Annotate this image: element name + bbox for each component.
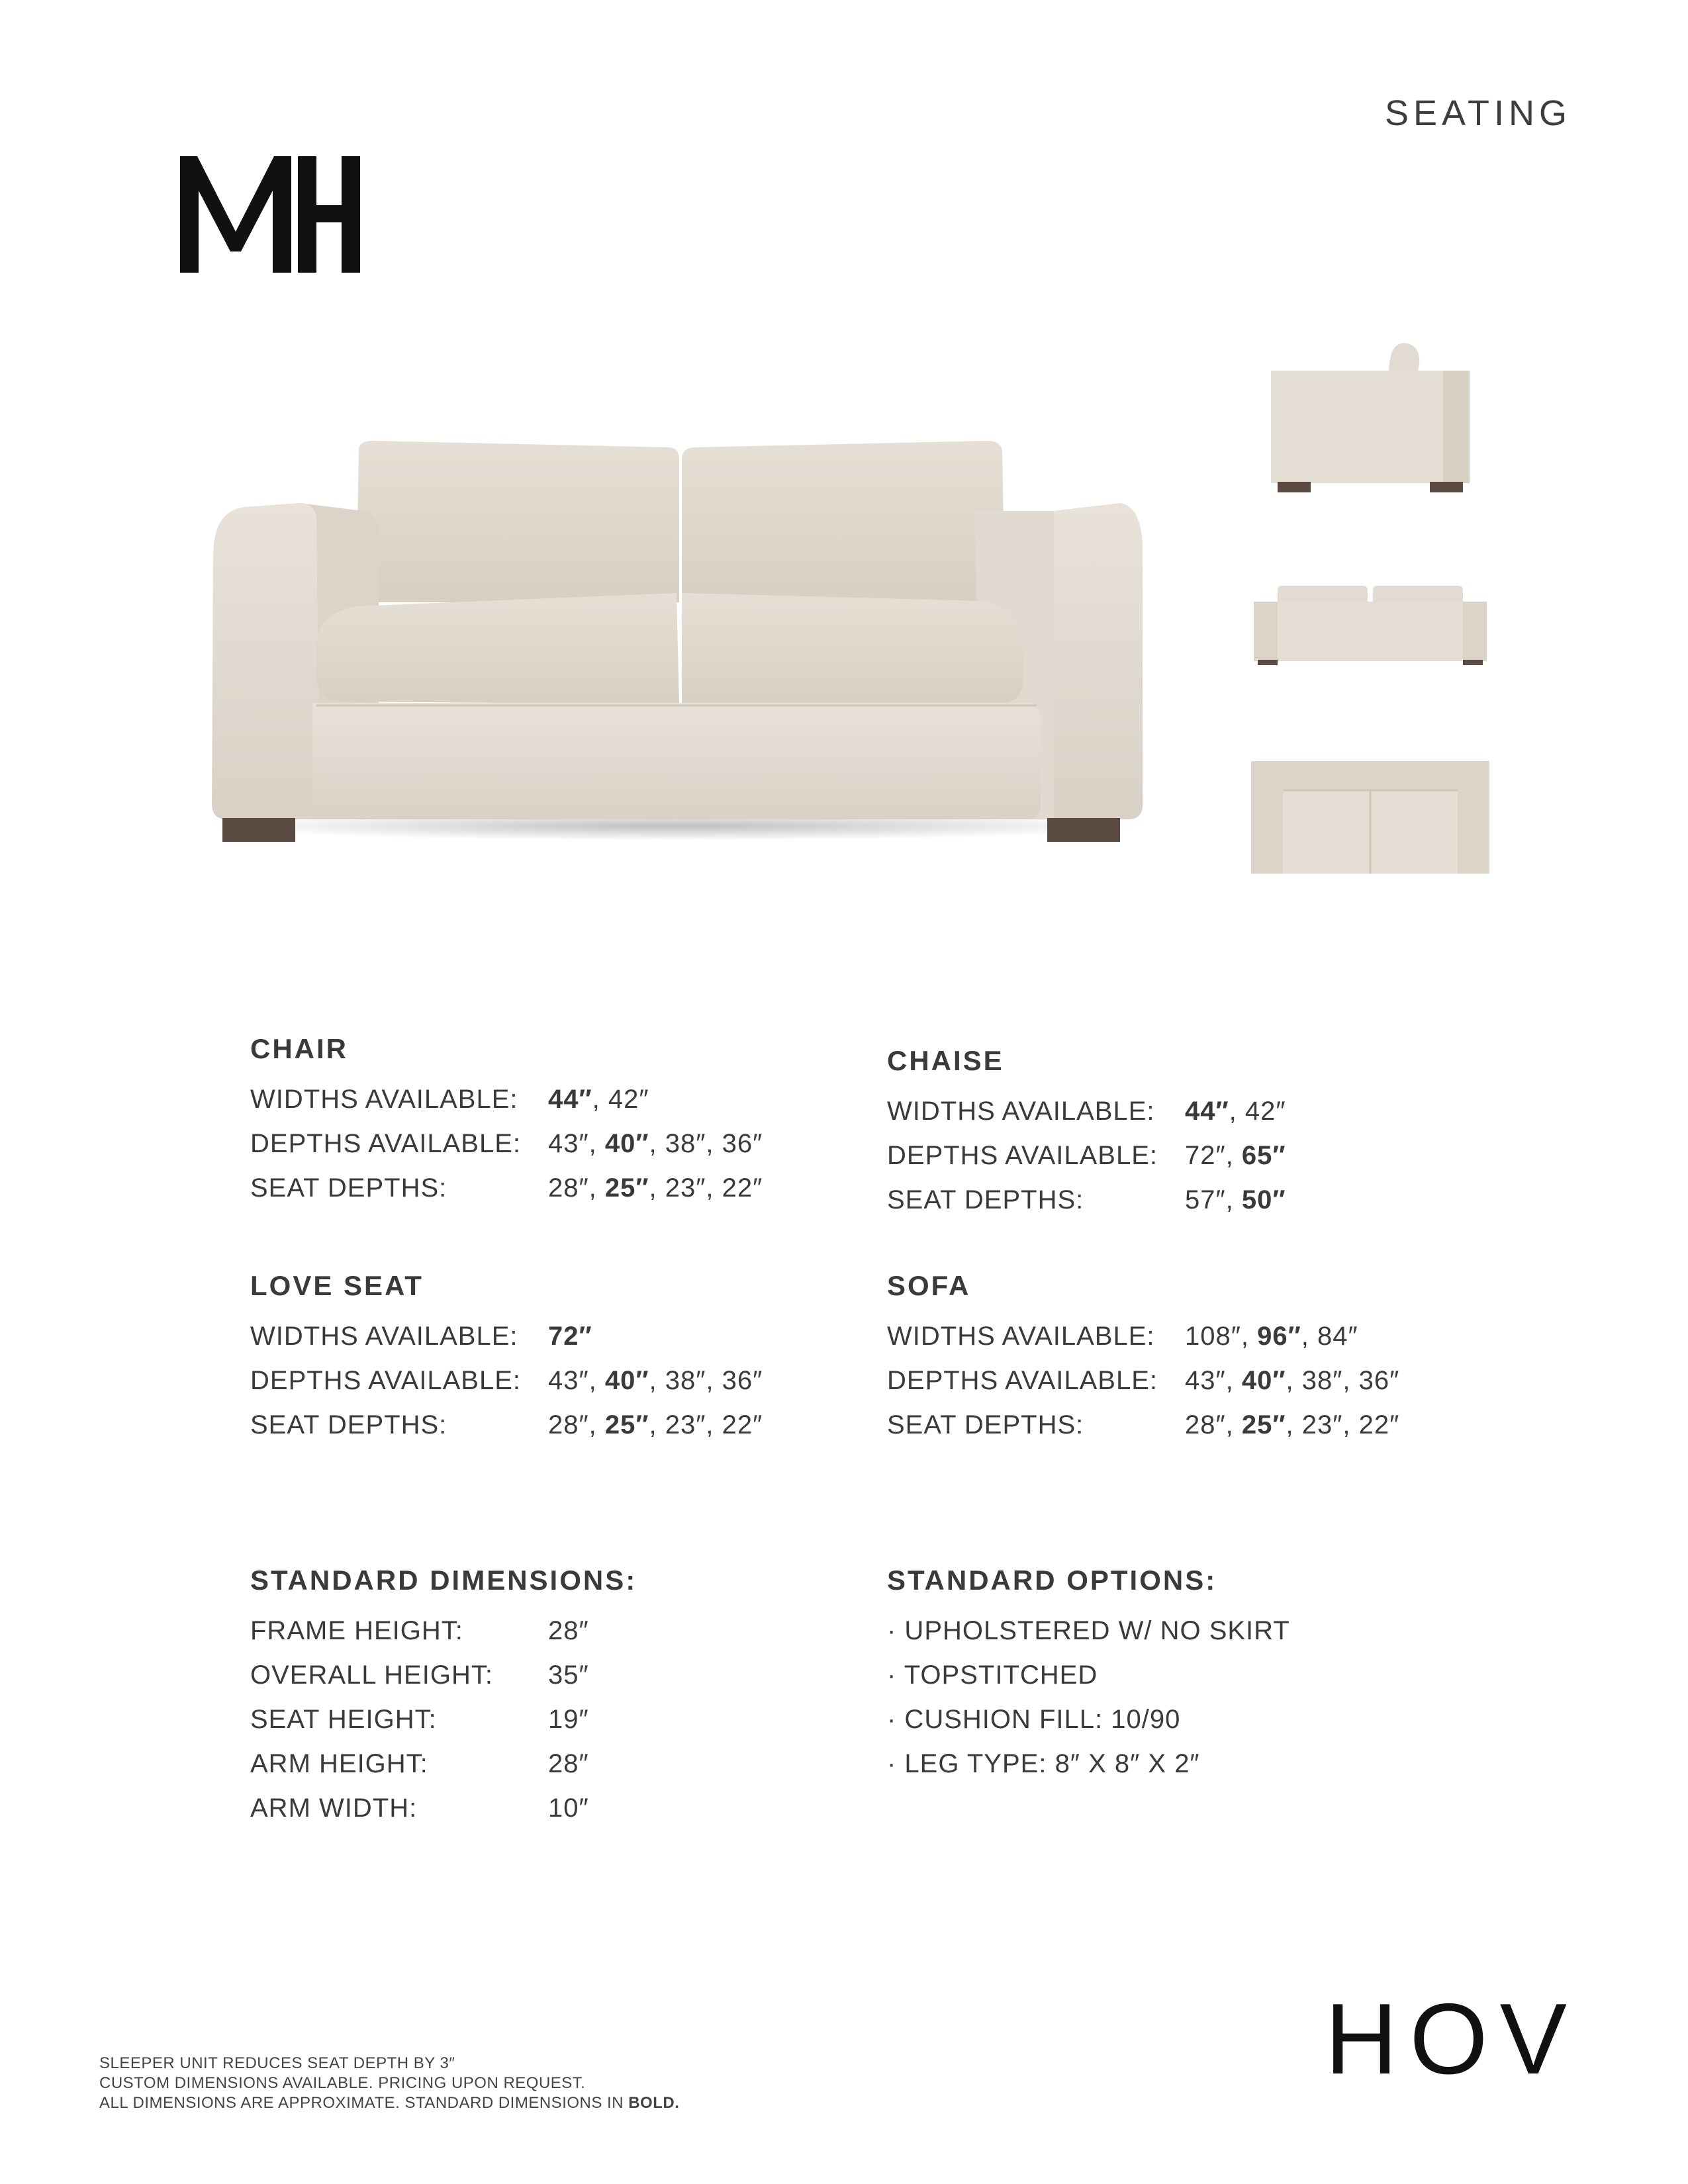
spec-label: OVERALL HEIGHT: xyxy=(250,1661,493,1690)
sofa-front-view-image xyxy=(1244,572,1496,672)
love-seat-specs xyxy=(250,1269,763,1447)
spec-label: SEAT DEPTHS: xyxy=(250,1410,447,1439)
chair-title: CHAIR xyxy=(250,1033,348,1064)
spec-label: FRAME HEIGHT: xyxy=(250,1616,463,1645)
spec-value: 28″ xyxy=(548,1749,589,1778)
spec-label: ARM HEIGHT: xyxy=(250,1749,428,1778)
spec-label: WIDTHS AVAILABLE: xyxy=(250,1322,518,1351)
spec-label: ARM WIDTH: xyxy=(250,1794,418,1823)
sofa-title: SOFA xyxy=(887,1270,971,1301)
standard-dimensions xyxy=(250,1564,637,1831)
spec-label: DEPTHS AVAILABLE: xyxy=(250,1366,522,1395)
chaise-title: CHAISE xyxy=(887,1045,1004,1076)
spec-row xyxy=(250,1653,637,1698)
sofa-side-view-image xyxy=(1244,331,1496,503)
sofa-main-image xyxy=(200,437,1153,847)
spec-row xyxy=(250,1698,637,1742)
spec-value: 43″, 40″, 38″, 36″ xyxy=(548,1129,763,1158)
spec-label: SEAT DEPTHS: xyxy=(887,1410,1084,1439)
love-seat-title: LOVE SEAT xyxy=(250,1270,424,1301)
spec-row xyxy=(250,1742,637,1786)
mh-logo xyxy=(180,152,360,273)
spec-label: SEAT HEIGHT: xyxy=(250,1705,437,1734)
spec-row xyxy=(250,1166,763,1210)
spec-row xyxy=(887,1089,1286,1134)
chair-specs xyxy=(250,1032,763,1210)
hov-brand-logo: HOV xyxy=(1325,1983,1579,2095)
footer-notes xyxy=(99,2054,679,2113)
option-item: · CUSHION FILL: 10/90 xyxy=(887,1705,1181,1734)
spec-label: SEAT DEPTHS: xyxy=(887,1185,1084,1214)
spec-value: 57″, 50″ xyxy=(1185,1185,1286,1214)
spec-value: 72″, 65″ xyxy=(1185,1141,1286,1170)
sofa-top-view-image xyxy=(1244,754,1496,880)
sofa-specs xyxy=(887,1269,1399,1447)
footer-note: CUSTOM DIMENSIONS AVAILABLE. PRICING UPON REQUEST. xyxy=(99,2074,586,2092)
spec-value: 44″, 42″ xyxy=(1185,1097,1286,1126)
spec-label: DEPTHS AVAILABLE: xyxy=(887,1141,1158,1170)
spec-row xyxy=(887,1134,1286,1178)
spec-row xyxy=(887,1403,1399,1447)
spec-row xyxy=(887,1359,1399,1403)
spec-label: DEPTHS AVAILABLE: xyxy=(250,1129,522,1158)
spec-row xyxy=(250,1359,763,1403)
footer-note: SLEEPER UNIT REDUCES SEAT DEPTH BY 3″ xyxy=(99,2054,455,2072)
spec-label: WIDTHS AVAILABLE: xyxy=(887,1322,1155,1351)
spec-label: WIDTHS AVAILABLE: xyxy=(250,1085,518,1114)
spec-value: 108″, 96″, 84″ xyxy=(1185,1322,1358,1351)
spec-value: 43″, 40″, 38″, 36″ xyxy=(548,1366,763,1395)
spec-label: SEAT DEPTHS: xyxy=(250,1173,447,1203)
spec-row xyxy=(250,1314,763,1359)
spec-value: 28″, 25″, 23″, 22″ xyxy=(548,1173,763,1203)
spec-row xyxy=(250,1403,763,1447)
chaise-specs xyxy=(887,1044,1286,1222)
spec-value: 28″ xyxy=(548,1616,589,1645)
spec-value: 43″, 40″, 38″, 36″ xyxy=(1185,1366,1400,1395)
footer-note: ALL DIMENSIONS ARE APPROXIMATE. STANDARD DIMENSIONS IN BOLD. xyxy=(99,2094,680,2112)
spec-label: DEPTHS AVAILABLE: xyxy=(887,1366,1158,1395)
spec-value: 28″, 25″, 23″, 22″ xyxy=(1185,1410,1400,1439)
section-label: SEATING xyxy=(1384,93,1571,133)
standard-options xyxy=(887,1564,1290,1786)
spec-value: 19″ xyxy=(548,1705,589,1734)
option-item: · LEG TYPE: 8″ X 8″ X 2″ xyxy=(887,1749,1200,1778)
spec-row xyxy=(250,1786,637,1831)
spec-value: 35″ xyxy=(548,1661,589,1690)
spec-row xyxy=(887,1178,1286,1222)
spec-row xyxy=(250,1077,763,1122)
option-item: · TOPSTITCHED xyxy=(887,1661,1098,1690)
standard-dimensions-title: STANDARD DIMENSIONS: xyxy=(250,1565,637,1596)
spec-value: 44″, 42″ xyxy=(548,1085,649,1114)
standard-options-title: STANDARD OPTIONS: xyxy=(887,1565,1217,1596)
spec-value: 72″ xyxy=(548,1322,592,1351)
spec-value: 28″, 25″, 23″, 22″ xyxy=(548,1410,763,1439)
spec-row xyxy=(250,1122,763,1166)
option-item: · UPHOLSTERED W/ NO SKIRT xyxy=(887,1616,1290,1645)
spec-label: WIDTHS AVAILABLE: xyxy=(887,1097,1155,1126)
spec-value: 10″ xyxy=(548,1794,589,1823)
spec-row xyxy=(250,1609,637,1653)
spec-row xyxy=(887,1314,1399,1359)
